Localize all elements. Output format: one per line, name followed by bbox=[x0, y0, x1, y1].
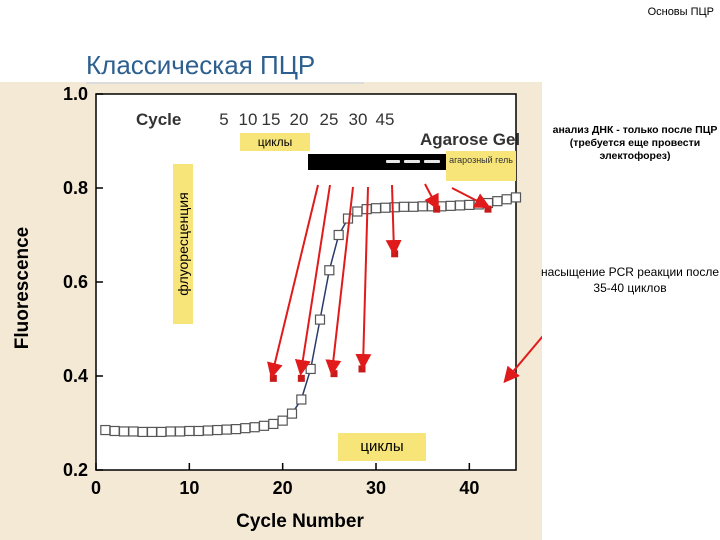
data-point bbox=[120, 427, 129, 436]
data-point bbox=[148, 427, 157, 436]
slide-subject: Основы ПЦР bbox=[647, 6, 714, 18]
y-axis-label: Fluorescence bbox=[12, 226, 33, 350]
data-point bbox=[157, 427, 166, 436]
inset-gel-label: Agarose Gel bbox=[420, 130, 521, 149]
data-point bbox=[213, 426, 222, 435]
y-tick-label: 0.2 bbox=[62, 460, 88, 480]
data-point bbox=[456, 201, 465, 210]
data-point bbox=[418, 202, 427, 211]
y-tick-label: 1.0 bbox=[62, 84, 88, 104]
data-point bbox=[493, 197, 502, 206]
cycles-tag-bottom: циклы bbox=[338, 433, 426, 461]
sample-point bbox=[359, 365, 366, 372]
x-tick-label: 0 bbox=[90, 478, 102, 498]
data-point bbox=[194, 426, 203, 435]
inset-cycle-number: 10 bbox=[238, 110, 258, 129]
data-point bbox=[288, 409, 297, 418]
data-point bbox=[222, 425, 231, 434]
data-point bbox=[344, 214, 353, 223]
data-point bbox=[390, 203, 399, 212]
x-tick-label: 10 bbox=[179, 478, 200, 498]
inset-cycle-label: Cycle bbox=[136, 110, 182, 129]
data-point bbox=[372, 204, 381, 213]
sample-point bbox=[298, 375, 305, 382]
saturation-note: насыщение PCR реакции после 35-40 циклов bbox=[540, 265, 720, 295]
gel-band bbox=[424, 160, 440, 163]
data-point bbox=[101, 426, 110, 435]
gel-band bbox=[404, 160, 420, 163]
data-point bbox=[400, 202, 409, 211]
y-tick-label: 0.8 bbox=[62, 178, 88, 198]
sample-point bbox=[485, 206, 492, 213]
data-point bbox=[110, 426, 119, 435]
inset-cycle-number: 25 bbox=[319, 110, 339, 129]
agarose-gel-tag: агарозный гель bbox=[446, 151, 516, 181]
inset-cycle-number: 15 bbox=[261, 110, 281, 129]
data-point bbox=[325, 266, 334, 275]
fluorescence-tag: флуоресценция bbox=[173, 164, 193, 324]
data-point bbox=[241, 424, 250, 433]
inset-cycle-number: 20 bbox=[289, 110, 309, 129]
y-tick-label: 0.4 bbox=[62, 366, 88, 386]
x-tick-label: 30 bbox=[365, 478, 387, 498]
data-point bbox=[512, 193, 521, 202]
sample-point bbox=[270, 375, 277, 382]
inset-cycle-number: 45 bbox=[375, 110, 395, 129]
data-point bbox=[185, 426, 194, 435]
data-point bbox=[446, 201, 455, 210]
data-point bbox=[502, 195, 511, 204]
data-point bbox=[129, 427, 138, 436]
data-point bbox=[232, 425, 241, 434]
data-point bbox=[278, 416, 287, 425]
data-point bbox=[250, 423, 259, 432]
inset-cycle-number: 5 bbox=[219, 110, 229, 129]
cycles-tag: циклы bbox=[240, 133, 310, 151]
inset-cycle-number: 30 bbox=[348, 110, 368, 129]
data-point bbox=[138, 427, 147, 436]
x-tick-label: 20 bbox=[272, 478, 293, 498]
data-point bbox=[204, 426, 213, 435]
title-divider bbox=[86, 82, 364, 84]
data-point bbox=[306, 364, 315, 373]
y-tick-label: 0.6 bbox=[62, 272, 88, 292]
data-point bbox=[269, 419, 278, 428]
dna-analysis-note: анализ ДНК - только после ПЦР (требуется еще провести электофорез) bbox=[552, 124, 718, 162]
data-point bbox=[353, 207, 362, 216]
data-point bbox=[334, 231, 343, 240]
gel-band bbox=[386, 160, 400, 163]
page-title: Классическая ПЦР bbox=[86, 50, 316, 80]
data-point bbox=[316, 315, 325, 324]
data-point bbox=[297, 395, 306, 404]
data-point bbox=[260, 421, 269, 430]
data-point bbox=[465, 200, 474, 209]
agarose-gel-strip bbox=[308, 154, 448, 170]
data-point bbox=[381, 203, 390, 212]
data-point bbox=[409, 202, 418, 211]
x-tick-label: 40 bbox=[459, 478, 480, 498]
data-point bbox=[176, 427, 185, 436]
data-point bbox=[166, 427, 175, 436]
x-axis-label: Cycle Number bbox=[236, 511, 364, 532]
